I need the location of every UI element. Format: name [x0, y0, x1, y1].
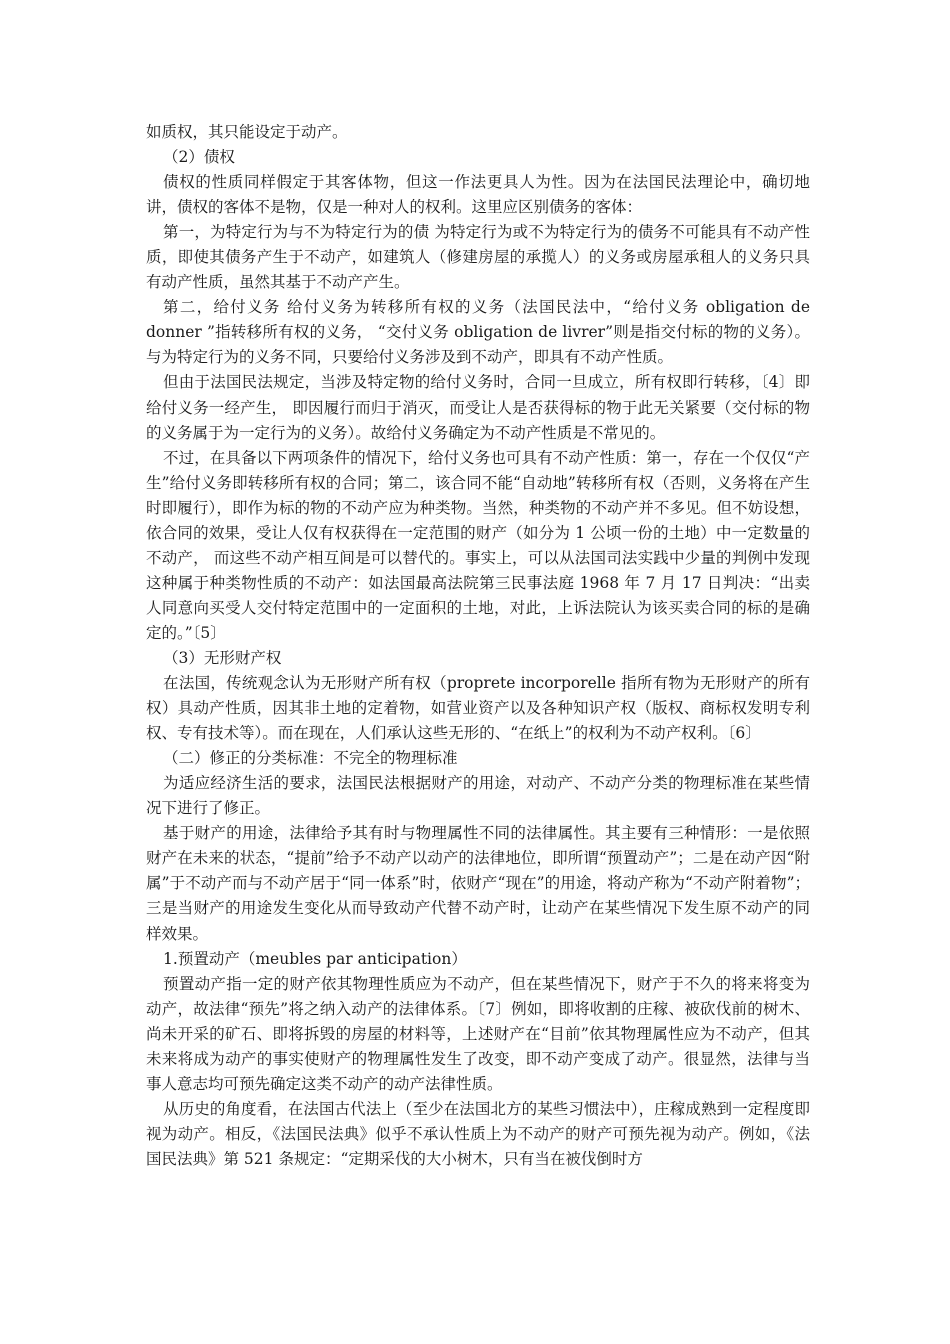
paragraph: 在法国，传统观念认为无形财产所有权（proprete incorporelle 指所有物为无形财产的所有权）具动产性质，因其非土地的定着物，如营业资产以及各种知识产权（版权、商标权发明专利权、专有技术等）。而在现在，人们承认这些无形的、“在纸上”的权利为不动产权利。〔6〕 — [146, 674, 810, 743]
paragraph: 不过，在具备以下两项条件的情况下，给付义务也可具有不动产性质：第一，存在一个仅仅“产生”给付义务即转移所有权的合同；第二，该合同不能“自动地”转移所有权（否则，义务将在产生时即履行），即作为标的物的不动产应为种类物。当然，种类物的不动产并不多见。但不妨设想，依合同的效果，受让人仅有权获得在一定范围的财产（如分为 1 公顷一份的土地）中一定数量的不动产， 而这些不动产相互间是可以替代的。事实上，可以从法国司法实践中少量的判例中发现这种属于种类物性质的不动产：如法国最高法院第三民事法庭 1968 年 7 月 17 日判决：“出卖人同意向买受人交付特定范围中的一定面积的土地，对此，上诉法院认为该买卖合同的标的是确定的。”〔5〕 — [146, 448, 810, 642]
section-heading-claims: （2）债权 — [163, 148, 235, 167]
paragraph: 从历史的角度看，在法国古代法上（至少在法国北方的某些习惯法中），庄稼成熟到一定程度即视为动产。相反，《法国民法典》似乎不承认性质上为不动产的财产可预先视为动产。例如，《法国民法典》第 521 条规定：“定期采伐的大小树木，只有当在被伐倒时方 — [146, 1099, 810, 1168]
paragraph: 基于财产的用途，法律给予其有时与物理属性不同的法律属性。其主要有三种情形：一是依照财产在未来的状态，“提前”给予不动产以动产的法律地位，即所谓“预置动产”；二是在动产因“附属”于不动产而与不动产居于“同一体系”时，依财产“现在”的用途，将动产称为“不动产附着物”；三是当财产的用途发生变化从而导致动产代替不动产时，让动产在某些情况下发生原不动产的同样效果。 — [146, 824, 810, 943]
paragraph: 第一，为特定行为与不为特定行为的债 为特定行为或不为特定行为的债务不可能具有不动产性质，即使其债务产生于不动产，如建筑人（修建房屋的承揽人）的义务或房屋承租人的义务只具有动产性质，虽然其基于不动产产生。 — [146, 223, 810, 292]
section-heading-intangible-property: （3）无形财产权 — [163, 648, 282, 667]
paragraph: 为适应经济生活的要求，法国民法根据财产的用途，对动产、不动产分类的物理标准在某些情况下进行了修正。 — [146, 774, 810, 818]
paragraph-continuation: 如质权，其只能设定于动产。 — [146, 123, 348, 141]
section-heading-anticipated-movables: 1.预置动产（meubles par anticipation） — [163, 949, 467, 968]
document-body — [146, 120, 810, 1172]
paragraph: 但由于法国民法规定，当涉及特定物的给付义务时，合同一旦成立，所有权即行转移，〔4〕即给付义务一经产生， 即因履行而归于消灭，而受让人是否获得标的物于此无关紧要（交付标的物的义务属于为一定行为的义务）。故给付义务确定为不动产性质是不常见的。 — [146, 373, 810, 442]
section-heading-modified-criteria: （二）修正的分类标准：不完全的物理标准 — [163, 749, 458, 768]
paragraph: 预置动产指一定的财产依其物理性质应为不动产，但在某些情况下，财产于不久的将来将变为动产，故法律“预先”将之纳入动产的法律体系。〔7〕例如，即将收割的庄稼、被砍伐前的树木、 尚未开采的矿石、即将拆毁的房屋的材料等，上述财产在“目前”依其物理属性应为不动产，但其未来将成为动产的事实使财产的物理属性发生了改变，即不动产变成了动产。很显然，法律与当事人意志均可预先确定这类不动产的动产法律性质。 — [146, 974, 810, 1093]
paragraph: 债权的性质同样假定于其客体物，但这一作法更具人为性。因为在法国民法理论中，确切地讲，债权的客体不是物，仅是一种对人的权利。这里应区别债务的客体： — [146, 173, 810, 217]
paragraph: 第二，给付义务 给付义务为转移所有权的义务（法国民法中，“给付义务 obligation de donner ”指转移所有权的义务， “交付义务 obligation de livrer”则是指交付标的物的义务）。与为特定行为的义务不同，只要给付义务涉及到不动产，即具有不动产性质。 — [146, 298, 810, 367]
